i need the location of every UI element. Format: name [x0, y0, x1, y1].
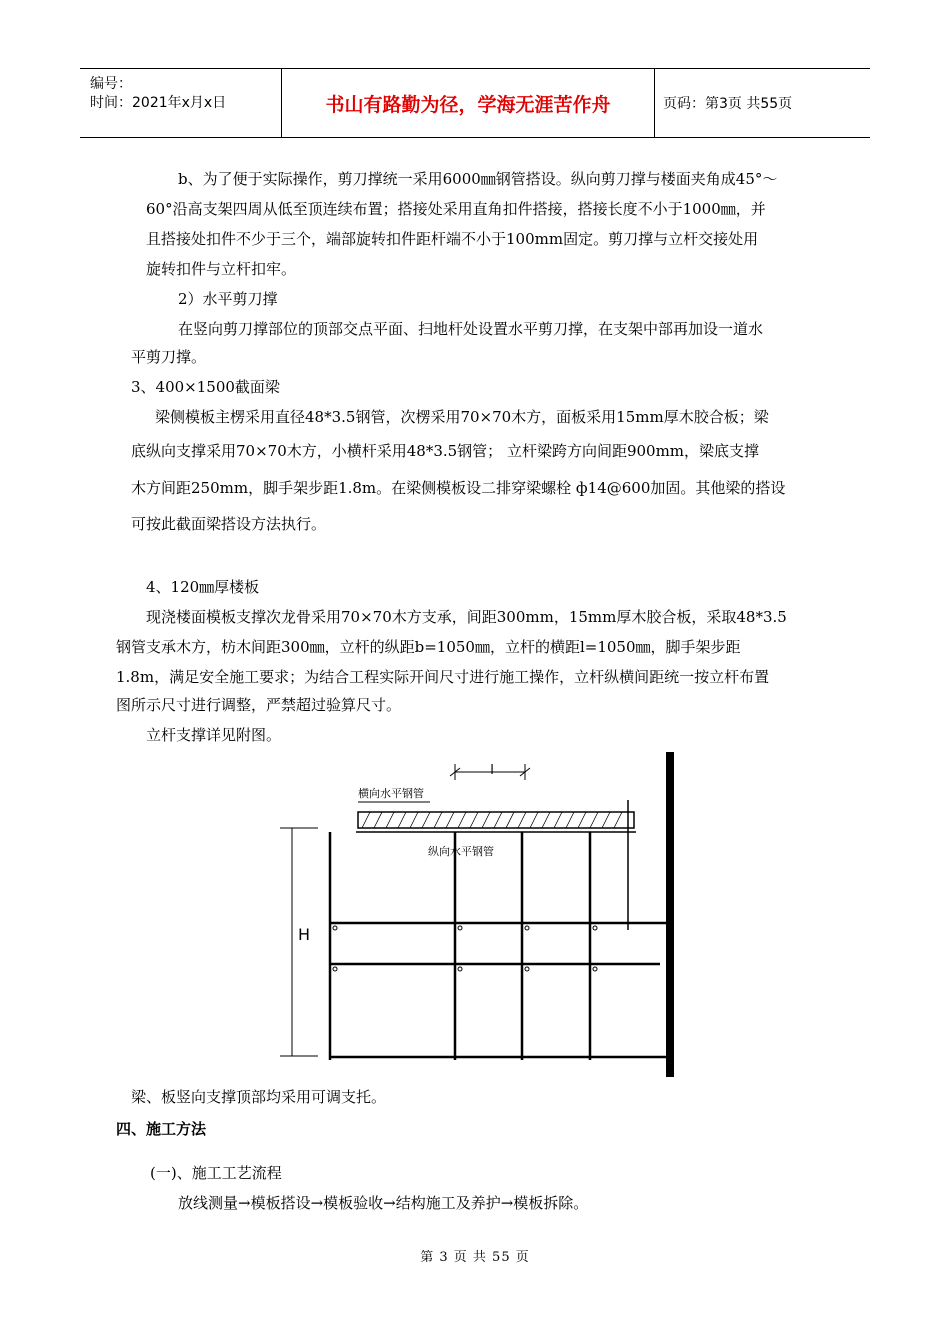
- paragraph-line: 立杆支撑详见附图。: [146, 726, 282, 744]
- subheading-process-flow: (一)、施工工艺流程: [150, 1164, 282, 1182]
- label-top-pipe: 横向水平钢管: [358, 787, 424, 800]
- paragraph-line: 在竖向剪刀撑部位的顶部交点平面、扫地杆处设置水平剪刀撑，在支架中部再加设一道水: [178, 320, 764, 338]
- paragraph-line: 平剪刀撑。: [131, 348, 207, 366]
- section-heading-construction-method: 四、施工方法: [116, 1120, 207, 1138]
- process-flow-text: 放线测量→模板搭设→模板验收→结构施工及养护→模板拆除。: [178, 1194, 589, 1212]
- subheading-slab: 4、120㎜厚楼板: [146, 578, 260, 596]
- vertical-posts: [330, 832, 590, 1060]
- header-meta: [80, 69, 280, 137]
- paragraph-line: 且搭接处扣件不少于三个，端部旋转扣件距杆端不小于100mm固定。剪刀撑与立杆交接处用: [146, 230, 759, 248]
- label-l: l: [490, 763, 494, 778]
- horizontal-ledgers: [330, 923, 670, 1057]
- paragraph-line: 底纵向支撑采用70×70木方，小横杆采用48*3.5钢管； 立杆梁跨方向间距900mm，梁底支撑: [131, 442, 760, 460]
- subheading-horizontal-scissor: 2）水平剪刀撑: [178, 290, 278, 308]
- paragraph-line: 梁、板竖向支撑顶部均采用可调支托。: [131, 1088, 387, 1106]
- header-number-label: 编号：: [90, 76, 132, 92]
- paragraph-line: 现浇楼面模板支撑次龙骨采用70×70木方支承，间距300mm，15mm厚木胶合板，采取48*3.5: [146, 608, 787, 626]
- page-header: [80, 68, 870, 138]
- header-page-label: 页码：第3页 共55页: [663, 96, 793, 112]
- paragraph-line: 可按此截面梁搭设方法执行。: [131, 515, 327, 533]
- header-time-label: 时间：2021年x月x日: [90, 95, 227, 111]
- label-mid-pipe: 纵向水平钢管: [428, 845, 494, 858]
- page-footer: 第 3 页 共 55 页: [420, 1250, 530, 1265]
- paragraph-line: 60°沿高支架四周从低至顶连续布置；搭接处采用直角扣件搭接，搭接长度不小于1000㎜，并: [146, 200, 766, 218]
- paragraph-line: 钢管支承木方，枋木间距300㎜，立杆的纵距b=1050㎜，立杆的横距l=1050㎜，脚手架步距: [116, 638, 741, 656]
- paragraph-line: b、为了便于实际操作，剪刀撑统一采用6000㎜钢管搭设。纵向剪刀撑与楼面夹角成45°～: [178, 170, 778, 188]
- paragraph-line: 1.8m，满足安全施工要求；为结合工程实际开间尺寸进行施工操作，立杆纵横间距统一按立杆布置: [116, 668, 770, 686]
- header-motto: 书山有路勤为径，学海无涯苦作舟: [281, 69, 655, 137]
- support-frame-drawing: [270, 750, 710, 1080]
- wall-section: [666, 752, 674, 1077]
- paragraph-line: 木方间距250mm，脚手架步距1.8m。在梁侧模板设二排穿梁螺栓 ф14@600加固。其他梁的搭设: [131, 479, 786, 497]
- paragraph-line: 图所示尺寸进行调整，严禁超过验算尺寸。: [116, 696, 402, 714]
- slab-hatching: [362, 812, 622, 828]
- subheading-beam: 3、400×1500截面梁: [131, 378, 280, 396]
- paragraph-line: 梁侧模板主楞采用直径48*3.5钢管，次楞采用70×70木方，面板采用15mm厚木胶合板；梁: [155, 408, 769, 426]
- label-H: H: [298, 925, 311, 944]
- paragraph-line: 旋转扣件与立杆扣牢。: [146, 260, 297, 278]
